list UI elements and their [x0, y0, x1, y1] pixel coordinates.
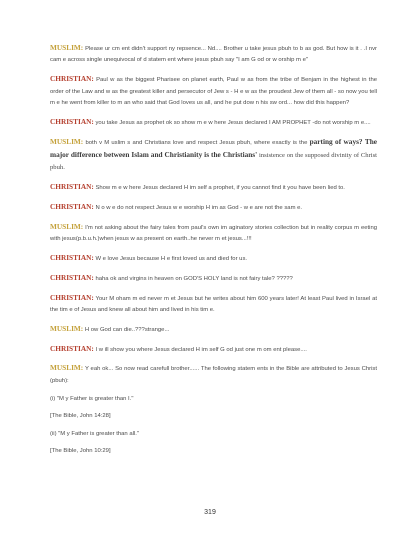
dialogue-paragraph: [50, 136, 377, 175]
dialogue-paragraph: [50, 292, 377, 317]
dialogue-text: both v M uslim s and Christians love and respect Jesus pbuh, where exactly is the: [85, 139, 308, 146]
dialogue-text: Paul w as the biggest Pharisee on planet earth, Paul w as from the tribe of Benjam in the highest in the order of the Law and w as the greatest killer and persecutor of Jew s - H e w as the proudest Jew of them all - so now you tell m e he went from killer to m an who said that God loves us all, and he put dow n his sw ord... how did this happen?: [50, 77, 377, 107]
speaker-label: CHRISTIAN:: [50, 202, 94, 212]
dialogue-text: I'm not asking about the fairy tales from paul's own im aginatory stories collection but in reality corpus m eeting with jesus(p.b.u.h.)when jesus w as present on earth..he never m et jesus...!!!: [50, 224, 377, 243]
dialogue-paragraph: [50, 323, 377, 336]
speaker-label: MUSLIM:: [50, 221, 84, 231]
speaker-label: CHRISTIAN:: [50, 74, 94, 84]
bible-citation: [The Bible, John 14:28]: [50, 413, 111, 420]
bible-citation: [The Bible, John 10:29]: [50, 448, 111, 455]
dialogue-paragraph: [50, 221, 377, 246]
dialogue-paragraph: [50, 201, 377, 214]
dialogue-paragraph: [50, 272, 377, 285]
page-number: 319: [204, 509, 216, 516]
bible-quote: (i) "M y Father is greater than I.": [50, 395, 134, 402]
dialogue-paragraph: [50, 181, 377, 194]
dialogue-paragraph: [50, 343, 377, 356]
speaker-label: MUSLIM:: [50, 323, 84, 333]
dialogue-text: haha ok and virgins in heaven on GOD'S HOLY land is not fairy tale? ?????: [95, 275, 293, 282]
dialogue-text: I w ill show you where Jesus declared H im self G od just one m om ent please....: [95, 346, 307, 353]
dialogue-text: Please ur cm ent didn't support ny repsence... Nd.... Brother u take jesus pbuh to b as god. But how is it . .I nvr cam e across single unequivocal of d statem ent where jesus pbuh say "I am G od or w orship m e": [50, 46, 377, 64]
speaker-label: MUSLIM:: [50, 43, 84, 52]
dialogue-text-tail: insistence on the supposed divinity of Christ pbuh.: [50, 152, 377, 172]
dialogue-text: N o w e do not respect Jesus w e worship H im as God - w e are not the sam e.: [95, 205, 303, 212]
dialogue-paragraph: [50, 252, 377, 265]
emphasized-text: parting of ways? The major difference between Islam and Christianity is the Christians': [50, 136, 377, 160]
dialogue-text: Show m e w here Jesus declared H im self a prophet, if you cannot find it you have been lied to.: [95, 185, 345, 192]
dialogue-paragraph: [50, 42, 377, 67]
dialogue-text: H ow God can die..???strange...: [84, 326, 170, 333]
dialogue-paragraph: [50, 362, 377, 387]
speaker-label: CHRISTIAN:: [50, 182, 94, 192]
speaker-label: MUSLIM:: [50, 363, 84, 373]
dialogue-text: Y eah ok... So now read carefull brother...... The following statem ents in the Bible are attributed to Jesus Christ (pbuh):: [50, 366, 378, 384]
dialogue-text: W e love Jesus because H e first loved us and died for us.: [95, 256, 248, 263]
dialogue-paragraph: [50, 116, 377, 129]
speaker-label: CHRISTIAN:: [50, 292, 94, 302]
dialogue-text: you take Jesus as prophet ok so show m e w here Jesus declared I AM PROPHET -do not worship m e....: [95, 119, 371, 126]
speaker-label: CHRISTIAN:: [50, 343, 94, 353]
speaker-label: CHRISTIAN:: [50, 272, 94, 282]
dialogue-paragraph: [50, 73, 377, 109]
speaker-label: CHRISTIAN:: [50, 253, 94, 263]
bible-quote: (ii) "M y Father is greater than all.": [50, 430, 139, 437]
dialogue-text: Your M oham m ed never m et Jesus but he writes about him 600 years later! At least Paul lived in Israel at the tim e of Jesus and knew all about him and lived in his tim e.: [50, 295, 378, 314]
speaker-label: MUSLIM:: [50, 136, 84, 146]
speaker-label: CHRISTIAN:: [50, 116, 94, 126]
